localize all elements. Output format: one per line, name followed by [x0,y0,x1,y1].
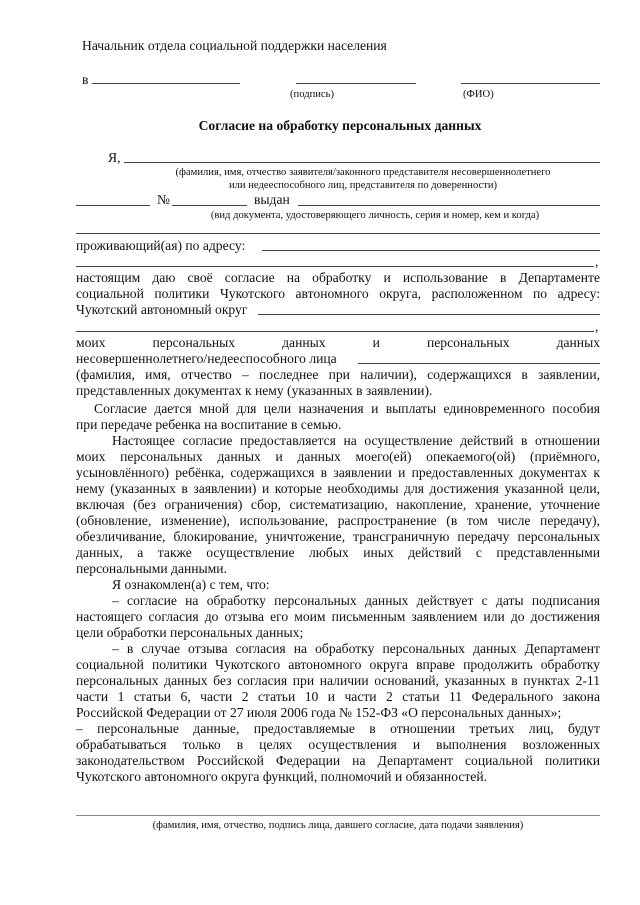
aware-label: Я ознакомлен(а) с тем, что: [112,577,270,592]
item3-line-1: – персональные данные, предоставляемые в отношении третьих лиц, будут [76,721,600,736]
item2-line-3: персональных данных без согласия при наличии оснований, указанных в пунктах 2-11 [76,673,600,688]
minor-line-1: моих персональных данных и персональных данных [76,335,600,350]
item2-line-4: части 1 статьи 6, части 2 статьи 10 и части 2 статьи 11 Федерального закона [76,689,600,704]
i-label: Я, [108,150,121,165]
consent-line-2: социальной политики Чукотского автономного округа, расположенном по адресу: [76,286,600,301]
document-type-field[interactable] [76,205,150,206]
applicant-caption-1: (фамилия, имя, отчество заявителя/законного представителя несовершеннолетнего [175,167,551,178]
address-comma: , [595,254,599,269]
item2-line-2: социальной политики Чукотского автономного округа вправе продолжить обработку [76,657,600,672]
actions-line-7: обезличивание, блокирование, уничтожение, трансграничную передачу персональных [76,529,600,544]
document-title: Согласие на обработку персональных данных [198,118,482,133]
actions-line-1: Настоящее согласие предоставляется на осуществление действий в отношении [112,433,600,448]
consent-line-1: настоящим даю своё согласие на обработку и использование в Департаменте [76,270,600,285]
applicant-name-field[interactable] [124,162,600,163]
document-extra-field[interactable] [76,233,600,234]
item2-line-5: Российской Федерации от 27 июля 2006 года № 152-ФЗ «О персональных данных»; [76,705,562,720]
fio-field[interactable] [461,83,600,84]
address-field[interactable] [262,250,600,251]
item1-line-2: настоящего согласия до отзыва его моим письменным заявлением или до достижения [76,609,600,624]
department-address-field[interactable] [258,314,600,315]
address-field-2[interactable] [76,266,594,267]
minor-line-3: (фамилия, имя, отчество – последнее при наличии), содержащихся в заявлении, [76,367,600,382]
signature-caption: (подпись) [290,89,334,100]
department-address-field-2[interactable] [76,331,594,332]
in-prefix: в [82,72,89,87]
document-number-field[interactable] [172,205,247,206]
item1-line-1: – согласие на обработку персональных данных действует с даты подписания [112,593,600,608]
consent-line-3: Чукотский автономный округ [76,302,248,317]
document-caption: (вид документа, удостоверяющего личность, серия и номер, кем и когда) [210,210,540,221]
department-address-comma: , [595,319,599,334]
chief-title: Начальник отдела социальной поддержки населения [82,38,387,53]
item3-line-3: законодательством Российской Федерации на Департамент социальной политики [76,753,600,768]
actions-line-6: (обновление, изменение), использование, распространение (в том числе передачу), [76,513,600,528]
department-field[interactable] [92,83,240,84]
minor-name-field[interactable] [358,363,600,364]
actions-line-5: включая (без ограничения) сбор, систематизацию, накопление, хранение, уточнение [76,497,600,512]
purpose-line-2: при передаче ребенка на воспитание в семью. [76,417,342,432]
item3-line-2: обрабатываться только в целях осуществления и выполнения возложенных [76,737,600,752]
actions-line-2: моих персональных данных и данных моего(ей) опекаемого(ой) (приёмного, [76,449,600,464]
item2-line-1: – в случае отзыва согласия на обработку персональных данных Департамент [112,641,600,656]
actions-line-8: данных, а также осуществление любых иных действий с представленными [76,545,600,560]
footer-caption: (фамилия, имя, отчество, подпись лица, давшего согласие, дата подачи заявления) [152,820,524,831]
actions-line-3: усыновлённого) ребёнка, содержащихся в заявлении и предоставленных документах к [76,465,600,480]
actions-line-4: нему (указанных в заявлении) и которые необходимы для достижения указанной цели, [76,481,600,496]
purpose-line-1: Согласие дается мной для цели назначения и выплаты единовременного пособия [94,401,600,416]
minor-line-2: несовершеннолетнего/недееспособного лица [76,351,337,366]
item1-line-3: цели обработки персональных данных; [76,625,304,640]
fio-caption: (ФИО) [463,89,494,100]
issued-by-field[interactable] [298,205,600,206]
applicant-caption-2: или недееспособного лиц, представителя по доверенности) [228,180,498,191]
item3-line-4: Чукотского автономного округа функций, полномочий и обязанностей. [76,769,488,784]
address-label: проживающий(ая) по адресу: [76,238,246,253]
actions-line-9: персональными данными. [76,561,227,576]
consent-signature-field[interactable] [76,815,600,816]
issued-label: выдан [254,192,290,207]
signature-field[interactable] [296,83,416,84]
number-sign: № [157,192,170,207]
minor-line-4: представленных документах к нему (указанных в заявлении). [76,383,433,398]
